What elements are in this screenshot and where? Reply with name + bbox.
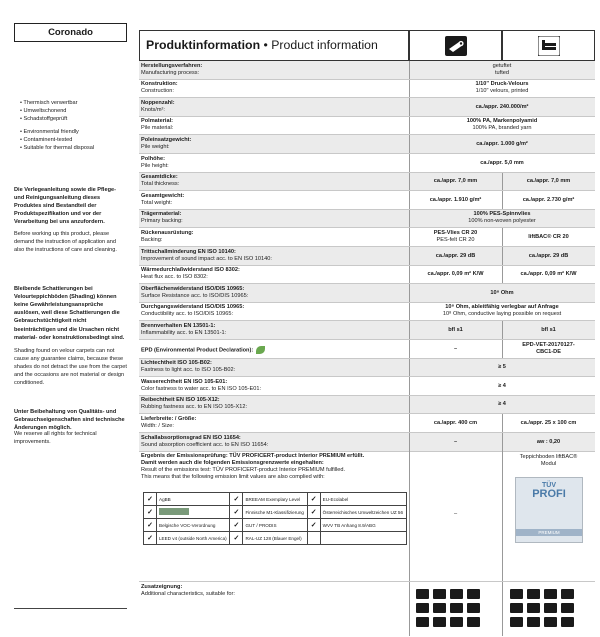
emission-item: Finnische M1-Klassifizierung: [243, 506, 307, 519]
emission-item: LEED v4 (outside North America): [157, 532, 230, 545]
shading-note-en: Shading found on velour carpets can not cause any guarantee claims, because these shades do not detract the use from the carpet and the occasions are not material or design conditioned.: [14, 348, 127, 387]
spec-value-roll: –: [453, 438, 458, 445]
spec-label: Trägermaterial: Primary backing:: [141, 211, 183, 225]
spec-label: Lieferbreite: / Größe: Width: / Size:: [141, 415, 197, 429]
page-title: Produktinformation • Product information: [139, 30, 409, 61]
feature-item: • Thermisch verwertbar: [20, 100, 78, 106]
emission-grid-row: [144, 506, 407, 519]
emission-text: Ergebnis der Emissionsprüfung: TÜV PROFICERT-product Interior PREMIUM erfüllt. Damit werden auch die folgenden Emissionsgrenzwerte eingehalten: Result of the emissions test: TÜV PROFICERT-product Interior PREMIUM fulfilled. This means that the following emission limit values are also complied with:: [141, 453, 365, 480]
features-en-list: [20, 128, 94, 152]
spec-value-tile: EPD-VET-20170127- CBC1-DE: [522, 341, 575, 355]
check-icon: ✓: [230, 519, 243, 532]
spec-value: ca./appr. 240.000/m²: [475, 103, 529, 110]
emission-item: AgBB: [157, 493, 230, 506]
spec-value: ca./appr. 5,0 mm: [480, 159, 524, 166]
spec-label: Gesamtgewicht: Total weight:: [141, 192, 185, 206]
check-icon: ✓: [230, 532, 243, 545]
spec-value-roll: ca./appr. 1.910 g/m²: [429, 196, 482, 203]
spec-row: [139, 247, 595, 266]
spec-value-roll: ca./appr. 7,0 mm: [433, 178, 478, 185]
spec-value: 10⁸ Ohm: [490, 289, 514, 296]
spec-value: 100% PES-Spinnvlies 100% non-woven polyester: [468, 211, 536, 225]
castor-chair-icon: [544, 603, 557, 613]
emission-item: RAL-UZ 128 (Blauer Engel): [243, 532, 307, 545]
spec-label: Reibechtheit EN ISO 105-X12: Rubbing fastness acc. to EN ISO 105-X12:: [141, 397, 248, 411]
spec-value: ≥ 4: [498, 401, 506, 408]
antistatic-icon: [527, 617, 540, 627]
suitability-icons-tile: [510, 589, 590, 635]
spec-label: Trittschallminderung EN ISO 10140: Improvement of sound impact acc. to EN ISO 10140:: [141, 248, 272, 262]
office-chair-icon: [416, 589, 429, 599]
wet-room-icon: [467, 589, 480, 599]
spec-row: [139, 80, 595, 99]
fire-class-icon: [433, 603, 446, 613]
spec-row: [139, 210, 595, 229]
spec-value-roll: –: [453, 345, 458, 352]
stud-icon: [467, 603, 480, 613]
spec-label: EPD (Environmental Product Declaration):: [141, 346, 409, 354]
spec-value: ≥ 4: [498, 382, 506, 389]
spec-row: [139, 396, 595, 415]
stairs-icon: [433, 589, 446, 599]
emission-item: WVV TB Anhang 8.9/ABG: [320, 519, 406, 532]
check-icon: ✓: [144, 493, 157, 506]
emission-item: EU-Ecolabel: [320, 493, 406, 506]
spec-value: ≥ 5: [498, 364, 506, 371]
lightfast-icon: [544, 617, 557, 627]
spec-row: [139, 359, 595, 378]
spec-value-tile: bfl s1: [541, 326, 556, 333]
spec-row: [139, 135, 595, 154]
spec-label: Konstruktion: Construction:: [141, 81, 178, 95]
sound-icon: [467, 617, 480, 627]
spec-row: [139, 266, 595, 285]
castor-chair-icon: [450, 603, 463, 613]
feature-item: • Suitable for thermal disposal: [20, 145, 95, 152]
features-de-list: [20, 99, 78, 123]
brand-name: Coronado: [14, 23, 127, 42]
laying-note-de: Die Verlegeanleitung sowie die Pflege- und Reinigungsanleitung dieses Produktes sind Bestandteil der Produktspezifikation und vor der Verarbeitung bei uns anzufordern.: [14, 187, 116, 226]
tile-laying-icon: [416, 603, 429, 613]
spec-value: 1/10" Druck-Velours 1/10" velours, printed: [475, 81, 529, 95]
spec-value-roll: bfl s1: [448, 326, 463, 333]
label-logo: [157, 506, 230, 519]
suitability-icons-roll: [416, 589, 496, 635]
emission-value-tile: Teppichboden liftBAC® Modul: [519, 454, 578, 467]
spec-label: Durchgangswiderstand ISO/DIS 10965: Conductibility acc. to ISO/DIS 10965:: [141, 304, 245, 318]
spec-row: [139, 228, 595, 247]
spec-label: Brennverhalten EN 13501-1: Inflammability acc. to EN 13501-1:: [141, 322, 227, 336]
spec-value-tile: ca./appr. 29 dB: [528, 252, 569, 259]
spec-row: [139, 191, 595, 210]
column-header-roll: [409, 30, 502, 61]
shading-note-de: Bleibende Schattierungen bei Velourteppichböden (Shading) können keine Gewährleistungsansprüche auslösen, weil diese Schattierungen die Gebrauchstüchtigkeit nicht beeinträchtigen und die Ursachen nicht material- oder konstruktionsbedingt sind.: [14, 286, 125, 341]
spec-row: [139, 61, 595, 80]
spec-label: Polhöhe: Pile height:: [141, 155, 169, 169]
spec-value: 100% PA, Markenpolyamid 100% PA, branded yarn: [466, 118, 538, 132]
spec-value-roll: ca./appr. 400 cm: [433, 419, 478, 426]
carpet-tile-icon: [538, 36, 560, 56]
office-chair-icon: [510, 589, 523, 599]
feature-item: • Environmental friendly: [20, 129, 79, 135]
reserve-note-de: Unter Beibehaltung von Qualitäts- und Gebrauchseigenschaften sind technische Änderungen möglich.: [14, 409, 125, 432]
additional-label: Zusatzeignung: Additional characteristics, suitable for:: [141, 584, 235, 597]
spec-label: Poleinsatzgewicht: Pile weight:: [141, 136, 192, 150]
sound-icon: [561, 617, 574, 627]
check-icon: ✓: [307, 519, 320, 532]
spec-value-tile: ca./appr. 0,09 m² K/W: [520, 271, 577, 278]
spec-label: Oberflächenwiderstand ISO/DIS 10965: Surface Resistance acc. to ISO/DIS 10965:: [141, 285, 249, 299]
usage-class-icon: [416, 617, 429, 627]
stud-icon: [561, 603, 574, 613]
spec-row: [139, 98, 595, 117]
check-icon: ✓: [144, 532, 157, 545]
spec-value-tile: ca./appr. 2.730 g/m²: [522, 196, 575, 203]
spec-value: getuftet tufted: [492, 62, 512, 76]
spec-value-roll: PES-Vlies CR 20 PES-felt CR 20: [433, 229, 478, 243]
carpet-roll-icon: [445, 36, 467, 56]
spec-label: Gesamtdicke: Total thickness:: [141, 174, 180, 188]
usage-class-icon: [510, 617, 523, 627]
spec-row: [139, 154, 595, 173]
spec-label: Wärmedurchlaßwiderstand ISO 8302: Heat flux acc. to ISO 8302:: [141, 267, 240, 281]
antistatic-icon: [433, 617, 446, 627]
wet-room-icon: [561, 589, 574, 599]
spec-row: [139, 303, 595, 322]
additional-section: [139, 582, 595, 636]
spec-row: [139, 414, 595, 433]
lightfast-icon: [450, 617, 463, 627]
tuv-seal: TÜV PROFI PREMIUM: [515, 477, 583, 543]
spec-row: [139, 173, 595, 192]
spec-label: Schallabsorptionsgrad EN ISO 11654: Sound absorption coefficient acc. to EN ISO 11654:: [141, 434, 269, 448]
spec-value-tile: aw : 0,20: [536, 438, 561, 445]
floor-heating-icon: [544, 589, 557, 599]
spec-label: Rückenausrüstung: Backing:: [141, 229, 194, 243]
spec-value-tile: liftBAC® CR 20: [528, 233, 569, 240]
stairs-icon: [527, 589, 540, 599]
emission-item: [320, 532, 406, 545]
emission-grid-row: [144, 532, 407, 545]
spec-row: [139, 321, 595, 340]
check-icon: ✓: [307, 506, 320, 519]
check-icon: ✓: [230, 506, 243, 519]
spec-label: Polmaterial: Pile material:: [141, 118, 174, 132]
check-icon: ✓: [144, 506, 157, 519]
sidebar: [14, 0, 127, 637]
floor-heating-icon: [450, 589, 463, 599]
sheet-header: [139, 30, 595, 61]
spec-label: Herstellungsverfahren: Manufacturing process:: [141, 62, 203, 76]
emission-section: [139, 451, 595, 582]
spec-label: Noppenzahl: Knots/m²:: [141, 99, 175, 113]
spec-value-tile: ca./appr. 7,0 mm: [526, 178, 571, 185]
reserve-note-en: We reserve all rights for technical improvements.: [14, 431, 97, 446]
spec-row: [139, 284, 595, 303]
spec-value-roll: ca./appr. 0,09 m² K/W: [427, 271, 484, 278]
emission-grid-row: [144, 519, 407, 532]
spec-value-roll: ca./appr. 29 dB: [435, 252, 476, 259]
emission-grid-row: [144, 493, 407, 506]
spec-value: 10⁸ Ohm, ableitfähig verlegbar auf Anfrage 10⁸ Ohm, conductive laying possible on request: [442, 304, 562, 318]
emission-item: Österreichisches Umweltzeichen UZ 56: [320, 506, 406, 519]
emission-item: GUT / PRODIS: [243, 519, 307, 532]
check-icon: [307, 532, 320, 545]
column-header-tile: [502, 30, 595, 61]
tile-laying-icon: [510, 603, 523, 613]
spec-row: [139, 433, 595, 452]
spec-label: Lichtechtheit ISO 105-B02: Fastness to light acc. to ISO 105-B02:: [141, 360, 236, 374]
feature-item: • Schadstoffgeprüft: [20, 116, 68, 123]
spec-value-tile: ca./appr. 25 x 100 cm: [520, 419, 577, 426]
feature-item: • Contaminent-tested: [20, 137, 73, 144]
feature-item: • Umweltschonend: [20, 108, 67, 115]
fire-class-icon: [527, 603, 540, 613]
emission-item: BREEAM Exemplary Level: [243, 493, 307, 506]
sidebar-divider: [14, 608, 127, 609]
emission-value-roll: –: [453, 511, 458, 517]
check-icon: ✓: [230, 493, 243, 506]
spec-label: Wasserechtheit EN ISO 105-E01: Color fastness to water acc. to EN ISO 105-E01:: [141, 378, 262, 392]
laying-note-en: Before working up this product, please demand the instruction of application and also the instructions of care and cleaning.: [14, 231, 117, 254]
leaf-icon: [256, 346, 265, 354]
spec-row: [139, 117, 595, 136]
spec-row: [139, 377, 595, 396]
spec-row: [139, 340, 595, 359]
emission-grid: [143, 492, 407, 545]
emission-item: Belgische VOC-Verordnung: [157, 519, 230, 532]
check-icon: ✓: [144, 519, 157, 532]
check-icon: ✓: [307, 493, 320, 506]
spec-value: ca./appr. 1.000 g/m²: [476, 140, 528, 147]
